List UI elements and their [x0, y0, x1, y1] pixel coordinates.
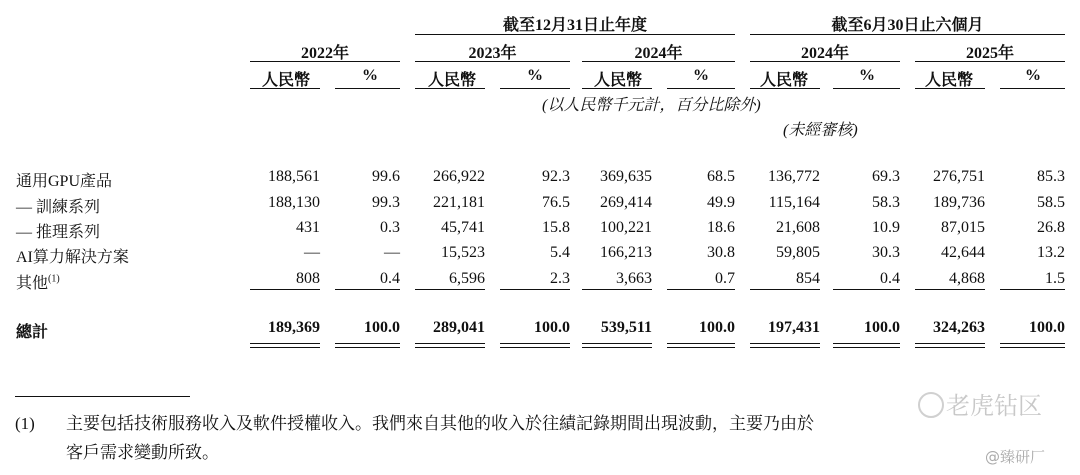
rule-col: [582, 88, 652, 89]
rule-col: [833, 88, 900, 89]
col-pct-5: %: [1025, 67, 1041, 84]
unit-note: (以人民幣千元計，百分比除外): [542, 97, 761, 114]
table-cell: 0.3: [380, 219, 400, 236]
row-label-text: 其他: [16, 275, 49, 292]
subtotal-rule: [500, 289, 570, 290]
row-label-text: 通用GPU產品: [16, 173, 113, 190]
total-cell: 189,369: [268, 319, 320, 336]
year-2023: 2023年: [468, 45, 517, 62]
year-2024-annual: 2024年: [634, 45, 683, 62]
table-cell: 188,561: [268, 168, 320, 185]
subtotal-rule: [667, 289, 735, 290]
year-2025-half: 2025年: [965, 45, 1014, 62]
col-rmb-3: 人民幣: [594, 72, 643, 89]
year-2022: 2022年: [300, 45, 349, 62]
footnote-ref: (1): [48, 273, 60, 285]
table-cell: 0.4: [380, 270, 400, 287]
year-2024-half: 2024年: [800, 45, 849, 62]
col-pct-2: %: [527, 67, 543, 84]
footnote-marker: (1): [15, 414, 35, 433]
table-cell: 87,015: [941, 219, 985, 236]
table-cell: 99.6: [372, 168, 400, 185]
header-half-group: 截至6月30日止六個月: [831, 17, 984, 34]
rule-col: [667, 88, 735, 89]
table-cell: 188,130: [268, 194, 320, 211]
total-label: 總計: [16, 324, 49, 341]
table-cell: 49.9: [707, 194, 735, 211]
row-label: [16, 244, 129, 267]
table-cell: 3,663: [616, 270, 652, 287]
total-double-rule: [667, 343, 735, 348]
table-cell: 115,164: [768, 194, 820, 211]
total-double-rule: [250, 343, 320, 348]
subtotal-rule: [915, 289, 985, 290]
rule-half-group: [750, 34, 1065, 35]
total-cell: 100.0: [699, 319, 735, 336]
total-double-rule: [415, 343, 485, 348]
table-cell: 100,221: [600, 219, 652, 236]
table-cell: 15,523: [441, 244, 485, 261]
table-cell: 85.3: [1037, 168, 1065, 185]
table-cell: 68.5: [707, 168, 735, 185]
total-double-rule: [335, 343, 400, 348]
footnote-line-1: 主要包括技術服務收入及軟件授權收入。我們來自其他的收入於往績記錄期間出現波動，主要乃由於: [66, 414, 814, 433]
rule-2022: [250, 61, 400, 62]
table-cell: 58.5: [1037, 194, 1065, 211]
total-double-rule: [500, 343, 570, 348]
col-rmb-2: 人民幣: [428, 72, 477, 89]
table-cell: —: [304, 244, 320, 261]
rule-col: [915, 88, 985, 89]
table-cell: 26.8: [1037, 219, 1065, 236]
total-double-rule: [915, 343, 985, 348]
subtotal-rule: [1000, 289, 1065, 290]
table-cell: 30.3: [872, 244, 900, 261]
rule-col: [750, 88, 820, 89]
col-pct-4: %: [859, 67, 875, 84]
rule-2025h: [915, 61, 1065, 62]
table-cell: 2.3: [550, 270, 570, 287]
table-cell: 45,741: [441, 219, 485, 236]
row-label: [16, 168, 112, 191]
footnote-line-2: 客戶需求變動所致。: [66, 443, 219, 462]
table-cell: 266,922: [433, 168, 485, 185]
col-rmb-4: 人民幣: [760, 72, 809, 89]
table-cell: 76.5: [542, 194, 570, 211]
subtotal-rule: [750, 289, 820, 290]
table-cell: —: [384, 244, 400, 261]
table-cell: 30.8: [707, 244, 735, 261]
total-double-rule: [833, 343, 900, 348]
rule-col: [1000, 88, 1065, 89]
table-cell: 59,805: [776, 244, 820, 261]
table-cell: 6,596: [449, 270, 485, 287]
header-year-group: 截至12月31日止年度: [502, 17, 647, 34]
table-cell: 13.2: [1037, 244, 1065, 261]
table-cell: 10.9: [872, 219, 900, 236]
table-cell: 221,181: [433, 194, 485, 211]
table-cell: 369,635: [600, 168, 652, 185]
rule-2024: [582, 61, 735, 62]
table-cell: 431: [296, 219, 320, 236]
table-cell: 276,751: [933, 168, 985, 185]
subtotal-rule: [582, 289, 652, 290]
row-label-text: AI算力解決方案: [16, 249, 129, 266]
table-cell: 0.4: [880, 270, 900, 287]
total-cell: 539,511: [600, 319, 652, 336]
rule-col: [335, 88, 400, 89]
table-cell: 5.4: [550, 244, 570, 261]
table-cell: 58.3: [872, 194, 900, 211]
table-cell: 69.3: [872, 168, 900, 185]
unaudited-note: (未經審核): [783, 122, 858, 139]
subtotal-rule: [250, 289, 320, 290]
total-double-rule: [750, 343, 820, 348]
total-cell: 100.0: [364, 319, 400, 336]
rule-col: [500, 88, 570, 89]
table-cell: 15.8: [542, 219, 570, 236]
table-cell: 42,644: [941, 244, 985, 261]
footnote-separator: [15, 396, 190, 397]
total-double-rule: [582, 343, 652, 348]
row-label: [16, 194, 100, 217]
total-cell: 324,263: [933, 319, 985, 336]
table-cell: 4,868: [949, 270, 985, 287]
col-rmb-1: 人民幣: [262, 72, 311, 89]
col-pct-1: %: [362, 67, 378, 84]
rule-col: [250, 88, 320, 89]
rule-2023: [415, 61, 570, 62]
subtotal-rule: [335, 289, 400, 290]
table-cell: 166,213: [600, 244, 652, 261]
watermark-logo-icon: [918, 392, 944, 418]
table-cell: 0.7: [715, 270, 735, 287]
total-cell: 289,041: [433, 319, 485, 336]
table-cell: 1.5: [1045, 270, 1065, 287]
total-cell: 100.0: [864, 319, 900, 336]
table-cell: 92.3: [542, 168, 570, 185]
subtotal-rule: [415, 289, 485, 290]
total-cell: 100.0: [1029, 319, 1065, 336]
row-label: [16, 219, 100, 242]
table-cell: 18.6: [707, 219, 735, 236]
col-rmb-5: 人民幣: [925, 72, 974, 89]
total-double-rule: [1000, 343, 1065, 348]
table-cell: 808: [296, 270, 320, 287]
watermark-text-2: @臻研厂: [985, 448, 1046, 466]
table-cell: 189,736: [933, 194, 985, 211]
watermark-text-1: 老虎钻区: [946, 392, 1042, 420]
rule-col: [415, 88, 485, 89]
rule-2024h: [750, 61, 900, 62]
rule-year-group: [415, 34, 735, 35]
table-cell: 269,414: [600, 194, 652, 211]
table-cell: 99.3: [372, 194, 400, 211]
col-pct-3: %: [693, 67, 709, 84]
total-cell: 100.0: [534, 319, 570, 336]
subtotal-rule: [833, 289, 900, 290]
table-cell: 21,608: [776, 219, 820, 236]
table-cell: 854: [796, 270, 820, 287]
total-cell: 197,431: [768, 319, 820, 336]
row-label-text: — 推理系列: [16, 224, 101, 241]
row-label: [16, 270, 60, 293]
table-cell: 136,772: [768, 168, 820, 185]
row-label-text: — 訓練系列: [16, 199, 101, 216]
